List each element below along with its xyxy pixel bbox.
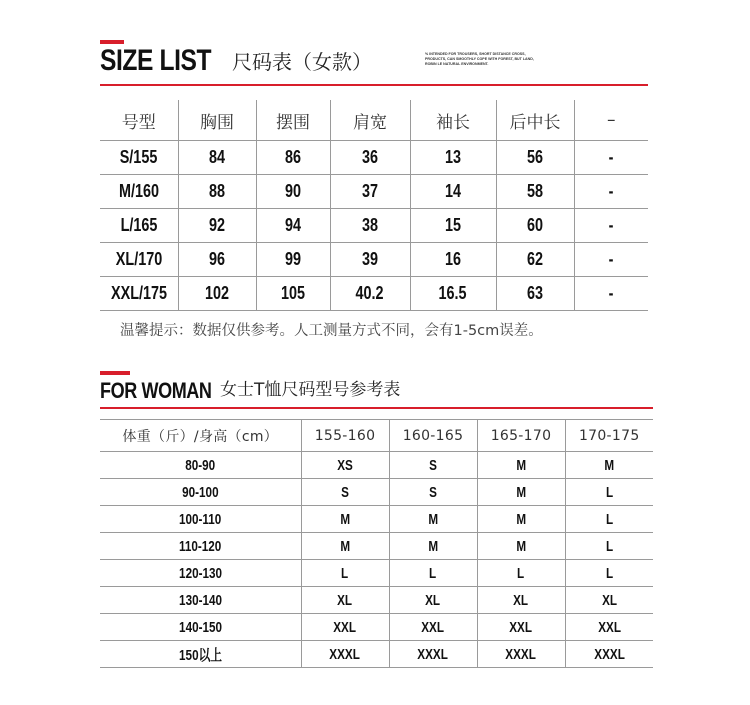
size-table-cell bbox=[100, 141, 178, 175]
size-table-cell bbox=[496, 175, 574, 209]
size-table-value: 36 bbox=[361, 147, 379, 167]
size-table-value: 105 bbox=[280, 283, 306, 303]
size-table-cell bbox=[410, 243, 496, 277]
size-table-cell bbox=[256, 141, 330, 175]
reference-table-cell bbox=[477, 560, 565, 587]
size-table-cell bbox=[256, 277, 330, 311]
size-table-cell bbox=[256, 243, 330, 277]
reference-table-cell bbox=[389, 560, 477, 587]
size-table-cell bbox=[100, 175, 178, 209]
reference-table-row bbox=[100, 533, 653, 560]
reference-table-cell bbox=[100, 560, 301, 587]
recommended-size: M bbox=[516, 483, 526, 501]
size-table-header-cell: 胸围 bbox=[178, 100, 256, 141]
size-table-value: XL/170 bbox=[115, 249, 162, 269]
size-table-value: 15 bbox=[444, 215, 462, 235]
recommended-size: L bbox=[605, 483, 613, 501]
section2-red-line bbox=[100, 407, 653, 409]
recommended-size: S bbox=[429, 483, 437, 501]
for-woman-subtitle: 女士T恤尺码型号参考表 bbox=[220, 380, 401, 400]
reference-table-header-cell: 170-175 bbox=[565, 420, 653, 452]
recommended-size: M bbox=[340, 510, 350, 528]
reference-table-cell bbox=[477, 506, 565, 533]
weight-range: 100-110 bbox=[179, 510, 222, 528]
reference-table-cell bbox=[301, 560, 389, 587]
size-table-header-row bbox=[100, 100, 648, 141]
size-table-value: L/165 bbox=[120, 215, 158, 235]
size-table-value: 16 bbox=[444, 249, 462, 269]
size-table-row bbox=[100, 209, 648, 243]
size-table-row bbox=[100, 141, 648, 175]
size-table-cell bbox=[330, 209, 410, 243]
reference-table-header-cell: 165-170 bbox=[477, 420, 565, 452]
reference-table-cell bbox=[389, 641, 477, 668]
size-table-cell bbox=[496, 141, 574, 175]
weight-range: 110-120 bbox=[179, 537, 222, 555]
recommended-size: M bbox=[516, 537, 526, 555]
size-table-value: - bbox=[608, 283, 614, 303]
section1-red-line bbox=[100, 84, 648, 86]
size-table-value: 94 bbox=[284, 215, 302, 235]
size-table-cell bbox=[410, 175, 496, 209]
recommended-size: M bbox=[428, 537, 438, 555]
size-table-cell bbox=[100, 209, 178, 243]
size-table-cell bbox=[574, 175, 648, 209]
size-table-cell bbox=[410, 277, 496, 311]
size-table-cell bbox=[496, 277, 574, 311]
reference-table-cell bbox=[100, 641, 301, 668]
reference-table-header-cell: 160-165 bbox=[389, 420, 477, 452]
recommended-size: XXXL bbox=[329, 645, 361, 663]
recommended-size: S bbox=[341, 483, 349, 501]
recommended-size: M bbox=[340, 537, 350, 555]
size-table-value: - bbox=[608, 249, 614, 269]
size-table-cell bbox=[496, 209, 574, 243]
reference-table-cell bbox=[565, 506, 653, 533]
measurement-note: 温馨提示：数据仅供参考。人工测量方式不同，会有1-5cm误差。 bbox=[120, 323, 543, 339]
reference-table-cell bbox=[301, 614, 389, 641]
recommended-size: XXL bbox=[597, 618, 621, 636]
reference-table-cell bbox=[100, 506, 301, 533]
weight-range: 120-130 bbox=[178, 564, 222, 582]
weight-range: 80-90 bbox=[185, 456, 216, 474]
size-table-value: 58 bbox=[526, 181, 544, 201]
size-table-cell bbox=[574, 277, 648, 311]
section2-accent-bar bbox=[100, 371, 130, 375]
size-list-title: SIZE LIST bbox=[100, 44, 212, 77]
reference-table-cell bbox=[565, 452, 653, 479]
size-table-value: 102 bbox=[204, 283, 230, 303]
recommended-size: XXXL bbox=[505, 645, 537, 663]
size-list-subtitle: 尺码表（女款） bbox=[232, 50, 372, 74]
size-table-value: 62 bbox=[526, 249, 544, 269]
size-table-value: 84 bbox=[208, 147, 226, 167]
size-table-cell bbox=[410, 141, 496, 175]
reference-table-row bbox=[100, 587, 653, 614]
weight-range: 90-100 bbox=[182, 483, 219, 501]
size-table-header-cell: 号型 bbox=[100, 100, 178, 141]
reference-table-row bbox=[100, 479, 653, 506]
reference-table-cell bbox=[565, 614, 653, 641]
size-table-value: 92 bbox=[208, 215, 226, 235]
reference-table-cell bbox=[565, 479, 653, 506]
recommended-size: XXL bbox=[509, 618, 533, 636]
reference-table-row bbox=[100, 641, 653, 668]
reference-table-row bbox=[100, 560, 653, 587]
size-table-header-cell: 摆围 bbox=[256, 100, 330, 141]
recommended-size: L bbox=[605, 564, 613, 582]
reference-table-cell bbox=[477, 641, 565, 668]
reference-table-cell bbox=[477, 479, 565, 506]
size-table-header-cell: – bbox=[574, 100, 648, 141]
size-table-header-cell: 肩宽 bbox=[330, 100, 410, 141]
size-table-cell bbox=[574, 243, 648, 277]
recommended-size: L bbox=[517, 564, 525, 582]
recommended-size: XL bbox=[601, 591, 617, 609]
reference-table-cell bbox=[100, 614, 301, 641]
size-table-cell bbox=[178, 141, 256, 175]
size-table-value: 99 bbox=[284, 249, 302, 269]
size-table-value: - bbox=[608, 181, 614, 201]
size-table-cell bbox=[330, 277, 410, 311]
recommended-size: XS bbox=[337, 456, 353, 474]
reference-table-cell bbox=[389, 452, 477, 479]
reference-table-cell bbox=[565, 533, 653, 560]
size-table-value: 60 bbox=[526, 215, 544, 235]
size-table-cell bbox=[256, 209, 330, 243]
reference-table-cell bbox=[301, 506, 389, 533]
size-table-cell bbox=[178, 175, 256, 209]
recommended-size: L bbox=[605, 537, 613, 555]
reference-table-row bbox=[100, 506, 653, 533]
recommended-size: S bbox=[429, 456, 437, 474]
reference-table-cell bbox=[100, 587, 301, 614]
size-table-value: - bbox=[608, 215, 614, 235]
reference-table-cell bbox=[389, 587, 477, 614]
reference-table-cell bbox=[301, 641, 389, 668]
reference-table-cell bbox=[389, 533, 477, 560]
reference-table-cell bbox=[565, 587, 653, 614]
reference-table-cell bbox=[100, 533, 301, 560]
reference-table-cell bbox=[389, 614, 477, 641]
size-table-cell bbox=[330, 175, 410, 209]
reference-table-cell bbox=[477, 587, 565, 614]
reference-table-cell bbox=[477, 533, 565, 560]
reference-table-cell bbox=[565, 560, 653, 587]
reference-table-cell bbox=[477, 452, 565, 479]
size-table-cell bbox=[574, 209, 648, 243]
reference-table-row bbox=[100, 614, 653, 641]
reference-table-cell bbox=[301, 587, 389, 614]
size-table-value: XXL/175 bbox=[110, 283, 167, 303]
size-table-cell bbox=[496, 243, 574, 277]
recommended-size: XXL bbox=[333, 618, 357, 636]
size-table-value: 13 bbox=[444, 147, 462, 167]
recommended-size: XXXL bbox=[417, 645, 449, 663]
recommended-size: M bbox=[516, 456, 526, 474]
size-table-value: 16.5 bbox=[438, 283, 468, 303]
recommended-size: XXL bbox=[421, 618, 445, 636]
size-table-row bbox=[100, 175, 648, 209]
reference-table-cell bbox=[477, 614, 565, 641]
reference-table-cell bbox=[100, 452, 301, 479]
size-table-value: 96 bbox=[208, 249, 226, 269]
recommended-size: XL bbox=[337, 591, 353, 609]
size-table-cell bbox=[574, 141, 648, 175]
weight-range: 130-140 bbox=[178, 591, 222, 609]
size-table-cell bbox=[410, 209, 496, 243]
reference-table-header-cell: 体重（斤）/身高（cm） bbox=[100, 420, 301, 452]
weight-range: 140-150 bbox=[178, 618, 222, 636]
size-table-value: 38 bbox=[361, 215, 379, 235]
size-table-value: 37 bbox=[361, 181, 379, 201]
size-table-value: 39 bbox=[361, 249, 379, 269]
reference-table-cell bbox=[389, 506, 477, 533]
size-table-value: 56 bbox=[526, 147, 544, 167]
reference-table-header-cell: 155-160 bbox=[301, 420, 389, 452]
size-table-value: 86 bbox=[284, 147, 302, 167]
reference-table-cell bbox=[389, 479, 477, 506]
size-table-value: 14 bbox=[444, 181, 462, 201]
size-table-value: - bbox=[608, 147, 614, 167]
size-table-cell bbox=[100, 277, 178, 311]
size-table-value: S/155 bbox=[119, 147, 158, 167]
reference-table-cell bbox=[301, 533, 389, 560]
reference-table-cell bbox=[301, 452, 389, 479]
size-table-cell bbox=[330, 141, 410, 175]
size-table-cell bbox=[256, 175, 330, 209]
for-woman-title: FOR WOMAN bbox=[100, 378, 212, 403]
reference-table bbox=[100, 419, 653, 668]
size-table-header-cell: 后中长 bbox=[496, 100, 574, 141]
recommended-size: M bbox=[516, 510, 526, 528]
size-table-cell bbox=[178, 277, 256, 311]
recommended-size: L bbox=[429, 564, 437, 582]
recommended-size: L bbox=[605, 510, 613, 528]
fine-print: % INTENDED FOR TROUSERS, SHORT DISTANCE CROSS, PRODUCTS, CAN SMOOTHLY COPE WITH FOREST, BUT LAND, ROBIN LE NATURAL ENVIRONMENT. bbox=[425, 52, 534, 67]
size-table-cell bbox=[178, 209, 256, 243]
size-table-cell bbox=[100, 243, 178, 277]
size-table-cell bbox=[330, 243, 410, 277]
size-table bbox=[100, 100, 648, 311]
size-table-row bbox=[100, 277, 648, 311]
size-table-cell bbox=[178, 243, 256, 277]
size-table-value: 90 bbox=[284, 181, 302, 201]
weight-range: 150以上 bbox=[178, 646, 222, 664]
reference-table-cell bbox=[100, 479, 301, 506]
size-table-row bbox=[100, 243, 648, 277]
reference-table-row bbox=[100, 452, 653, 479]
recommended-size: M bbox=[604, 456, 615, 474]
reference-table-header-row bbox=[100, 420, 653, 452]
reference-table-cell bbox=[565, 641, 653, 668]
size-table-value: M/160 bbox=[118, 181, 159, 201]
recommended-size: XL bbox=[513, 591, 529, 609]
size-table-value: 88 bbox=[208, 181, 226, 201]
size-table-value: 63 bbox=[526, 283, 544, 303]
recommended-size: XL bbox=[425, 591, 441, 609]
recommended-size: M bbox=[428, 510, 438, 528]
recommended-size: L bbox=[341, 564, 349, 582]
size-table-header-cell: 袖长 bbox=[410, 100, 496, 141]
recommended-size: XXXL bbox=[593, 645, 625, 663]
size-table-value: 40.2 bbox=[355, 283, 385, 303]
reference-table-cell bbox=[301, 479, 389, 506]
